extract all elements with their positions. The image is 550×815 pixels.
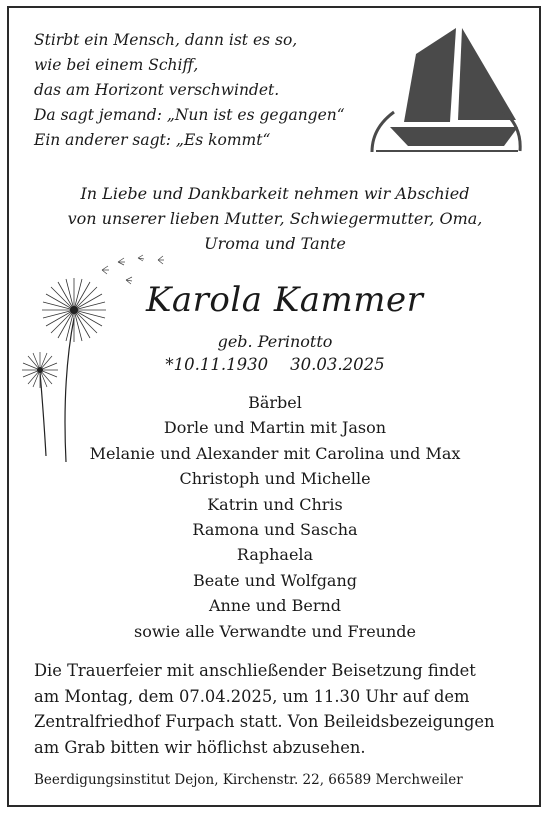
family-line: Christoph und Michelle [179,469,371,489]
deceased-name: Karola Kammer [146,280,424,320]
family-line: Anne und Bernd [208,596,342,616]
death-date: 30.03.2025 [290,355,385,374]
service-line: Die Trauerfeier mit anschließender Beisetzung findet [34,661,476,680]
family-line: Katrin und Chris [207,494,343,514]
sailboat-icon [368,24,524,158]
birth-date: *10.11.1930 [165,355,269,374]
family-line: Melanie und Alexander mit Carolina und Max [89,443,461,463]
intro-line: In Liebe und Dankbarkeit nehmen wir Abschied [80,184,470,203]
family-list [0,390,550,644]
family-line: Raphaela [236,545,314,565]
intro-text [0,181,550,256]
service-line: am Grab bitten wir höflichst abzusehen. [34,737,366,757]
intro-line: von unserer lieben Mutter, Schwiegermutter, Oma, [67,209,483,228]
family-line: Dorle und Martin mit Jason [163,418,387,438]
intro-line: Uroma und Tante [204,234,346,253]
poem [34,28,345,153]
service-info [34,658,495,760]
service-line: Zentralfriedhof Furpach statt. Von Beileidsbezeigungen [34,712,495,731]
family-line: sowie alle Verwandte und Freunde [134,621,416,641]
family-line: Ramona und Sascha [192,520,358,540]
service-line: am Montag, dem 07.04.2025, um 11.30 Uhr auf dem [34,686,470,706]
birth-name: geb. Perinotto [217,332,333,351]
poem-line: Stirbt ein Mensch, dann ist es so, [34,31,298,49]
funeral-home-footer: Beerdigungsinstitut Dejon, Kirchenstr. 22, 66589 Merchweiler [34,772,463,788]
family-line: Bärbel [248,393,302,412]
life-dates [0,353,550,377]
poem-line: Ein anderer sagt: „Es kommt“ [34,131,271,149]
poem-line: wie bei einem Schiff, [34,56,199,74]
family-line: Beate und Wolfgang [192,570,358,590]
poem-line: Da sagt jemand: „Nun ist es gegangen“ [34,106,345,124]
poem-line: das am Horizont verschwindet. [34,81,280,99]
